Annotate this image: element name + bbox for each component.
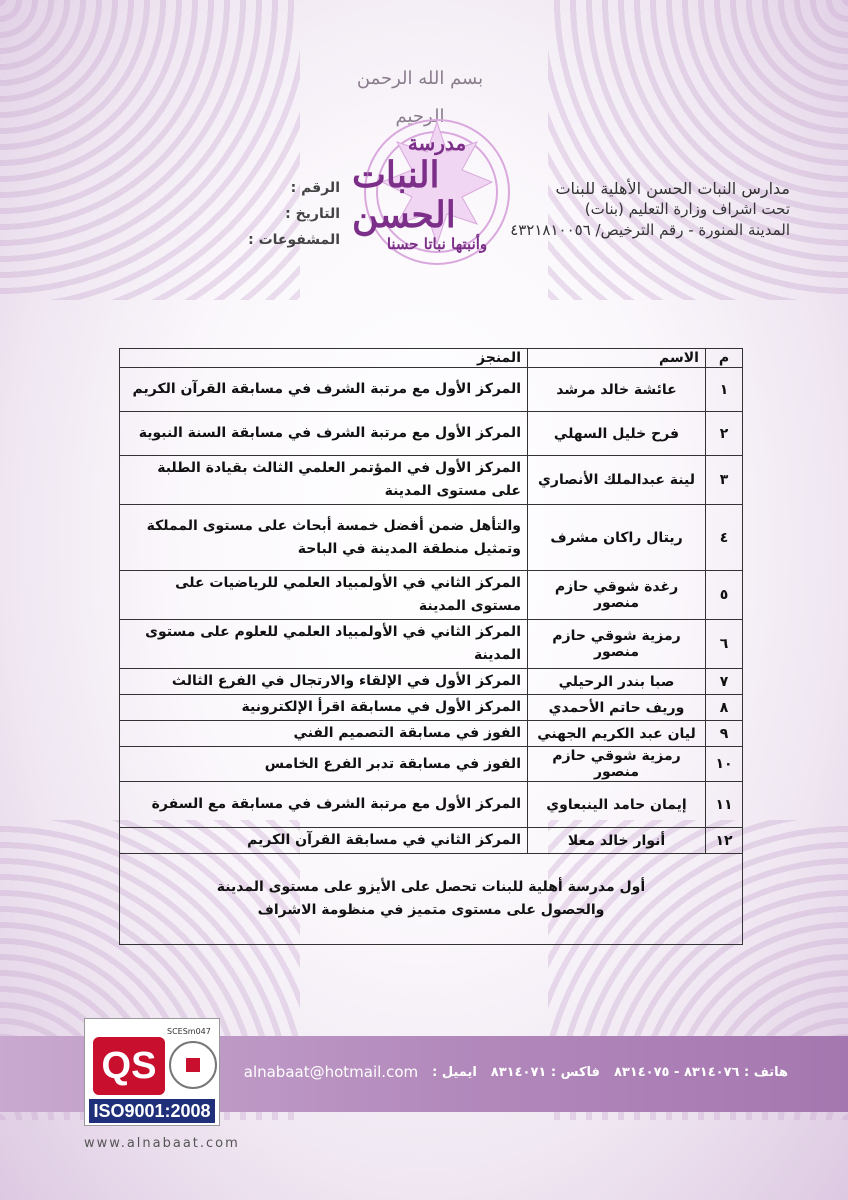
row-name: لينة عبدالملك الأنصاري [528,456,706,505]
iso-label: ISO9001:2008 [89,1099,215,1123]
row-name: فرح خليل السهلي [528,412,706,456]
school-name: مدارس النبات الحسن الأهلية للبنات [555,179,790,198]
row-achievement-line1: والتأهل ضمن أفضل خمسة أبحاث على مستوى المملكة [146,517,521,534]
achievements-table [119,348,743,945]
row-num: ٢ [706,412,743,456]
table-row [120,828,743,854]
table-row [120,456,743,505]
row-num: ٣ [706,456,743,505]
row-achievement [120,505,528,571]
row-num: ٤ [706,505,743,571]
supervision-line: تحت اشراف وزارة التعليم (بنات) [584,200,790,218]
table-row [120,721,743,747]
row-num: ١٠ [706,747,743,782]
row-num: ٦ [706,620,743,669]
row-achievement: المركز الأول في المؤتمر العلمي الثالث بقيادة الطلبة على مستوى المدينة [120,456,528,505]
row-name: ليان عبد الكريم الجهني [528,721,706,747]
contact-info [244,1063,788,1081]
school-info [490,178,790,241]
logo-motto: وأنبتها نباتا حسنا [386,235,488,253]
phone-text: هاتف : ٨٣١٤٠٧٦ - ٨٣١٤٠٧٥ [613,1064,788,1080]
row-name: إيمان حامد الينبعاوي [528,782,706,828]
table-footer-row [120,854,743,945]
footer-note-line2: والحصول على مستوى متميز في منظومة الاشراف [257,902,605,918]
row-num: ٩ [706,721,743,747]
row-achievement: المركز الأول في الإلقاء والارتجال في الفرع الثالث [120,669,528,695]
sces-code: SCESm047 [167,1027,211,1036]
table-footer-note [120,854,743,945]
table-row [120,412,743,456]
logo-top-text: مدرسة [407,131,467,155]
row-name: صبا بندر الرحيلي [528,669,706,695]
header-achievement: المنجز [120,349,528,368]
date-label: التاريخ : [285,206,340,222]
row-achievement: المركز الثاني في مسابقة القرآن الكريم [120,828,528,854]
email-link[interactable]: alnabaat@hotmail.com [243,1063,419,1081]
row-num: ٨ [706,695,743,721]
row-name: رمزية شوقي حازم منصور [528,747,706,782]
row-achievement: المركز الثاني في الأولمبياد العلمي للعلوم على مستوى المدينة [120,620,528,669]
table-row [120,669,743,695]
table-row [120,747,743,782]
website-link[interactable]: www.alnabaat.com [84,1136,240,1151]
header-num: م [706,349,743,368]
table-row [120,782,743,828]
row-achievement-line2: وتمثيل منطقة المدينة في الباحة [297,540,521,557]
ornament-top-right [548,0,848,300]
row-num: ١١ [706,782,743,828]
row-achievement: المركز الثاني في الأولمبياد العلمي للرياضيات على مستوى المدينة [120,571,528,620]
ornament-top-left [0,0,300,300]
swiss-cross-icon [186,1058,200,1072]
row-name: ريتال راكان مشرف [528,505,706,571]
table-row [120,620,743,669]
row-achievement: المركز الأول مع مرتبة الشرف في مسابقة السنة النبوية [120,412,528,456]
row-name: أنوار خالد معلا [528,828,706,854]
row-name: رغدة شوقي حازم منصور [528,571,706,620]
row-achievement: المركز الأول في مسابقة اقرأ الإلكترونية [120,695,528,721]
table-row [120,368,743,412]
iso-certification-badge [84,1018,220,1126]
license-line: المدينة المنورة - رقم الترخيص/ ٤٣٢١٨١٠٠٥٦ [510,221,790,239]
reference-fields [240,175,340,253]
row-achievement: الفوز في مسابقة تدبر الفرع الخامس [120,747,528,782]
row-achievement: الفوز في مسابقة التصميم الفني [120,721,528,747]
table-row [120,695,743,721]
row-name: عائشة خالد مرشد [528,368,706,412]
header-name: الاسم [528,349,706,368]
row-achievement: المركز الأول مع مرتبة الشرف في مسابقة مع السفرة [120,782,528,828]
attachments-label: المشفوعات : [248,232,340,248]
row-num: ١ [706,368,743,412]
row-num: ٧ [706,669,743,695]
table-row [120,571,743,620]
qs-logo: QS [93,1037,165,1095]
footer-note-line1: أول مدرسة أهلية للبنات تحصل على الأيزو على مستوى المدينة [216,879,646,895]
row-num: ٥ [706,571,743,620]
ref-number-label: الرقم : [290,180,340,196]
row-name: وريف حاتم الأحمدي [528,695,706,721]
row-achievement: المركز الأول مع مرتبة الشرف في مسابقة القرآن الكريم [120,368,528,412]
fax-text: فاكس : ٨٣١٤٠٧١ [490,1064,600,1080]
logo-main-text: النبات الحسن [352,154,456,236]
email-label: ايميل : [432,1064,477,1080]
row-name: رمزية شوقي حازم منصور [528,620,706,669]
table-row [120,505,743,571]
basmala: بسم الله الرحمن الرحيم [356,68,484,127]
row-num: ١٢ [706,828,743,854]
table-header-row [120,349,743,368]
